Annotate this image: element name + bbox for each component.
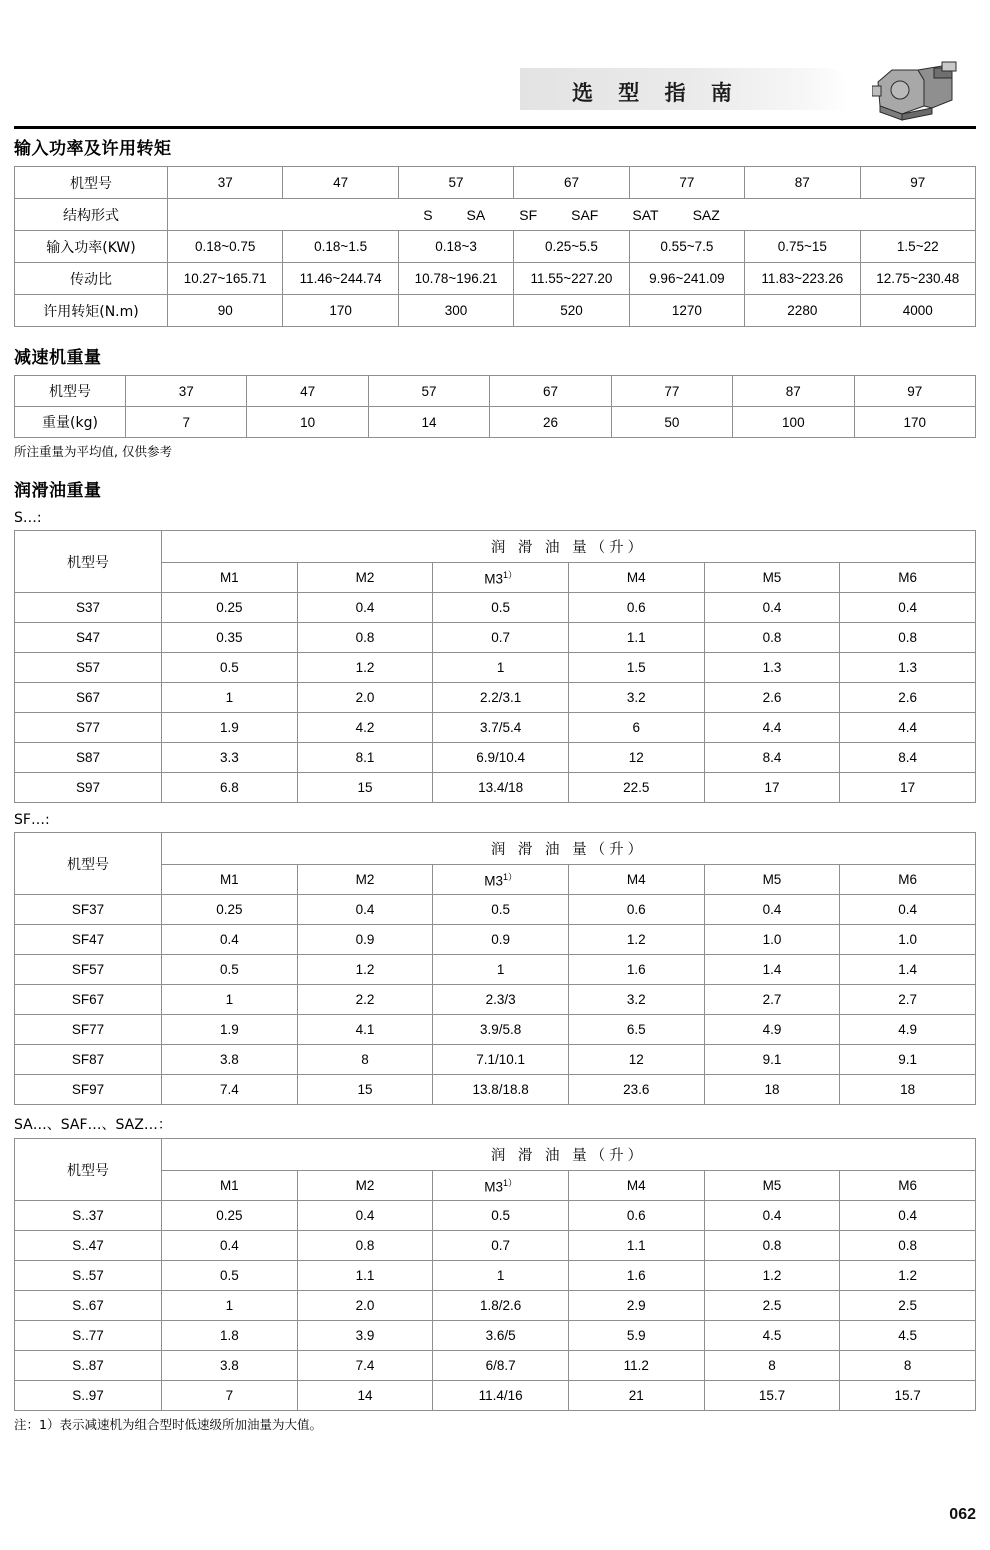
col-header-m2: M2	[297, 1171, 433, 1201]
model-cell: S..97	[15, 1381, 162, 1411]
row-label: 重量(kg)	[15, 407, 126, 438]
cell: 1.3	[840, 653, 976, 683]
cell: 2.2/3.1	[433, 683, 569, 713]
cell: 0.8	[840, 623, 976, 653]
table-row	[15, 925, 976, 955]
table-row	[15, 167, 976, 199]
cell: 1.5~22	[860, 231, 975, 263]
col-group-header	[162, 833, 976, 865]
cell: 87	[733, 376, 854, 407]
table-row	[15, 1075, 976, 1105]
model-cell: S..57	[15, 1261, 162, 1291]
cell: 1.8	[162, 1321, 298, 1351]
cell: 4.5	[840, 1321, 976, 1351]
cell: 2.6	[840, 683, 976, 713]
col-header-m1: M1	[162, 865, 298, 895]
model-cell: SF87	[15, 1045, 162, 1075]
cell: 26	[490, 407, 611, 438]
cell: 2.0	[297, 1291, 433, 1321]
cell: 3.8	[162, 1045, 298, 1075]
col-header-m2: M2	[297, 865, 433, 895]
col-header-m3	[433, 563, 569, 593]
cell: 57	[398, 167, 513, 199]
cell: 15	[297, 773, 433, 803]
cell: 1.4	[840, 955, 976, 985]
cell: 18	[840, 1075, 976, 1105]
cell: 1.5	[568, 653, 704, 683]
cell: 11.46~244.74	[283, 263, 398, 295]
table-row	[15, 199, 976, 231]
cell: 0.4	[297, 895, 433, 925]
table-row	[15, 1045, 976, 1075]
table-row	[15, 1291, 976, 1321]
cell: 4.4	[840, 713, 976, 743]
col-header-m3-label: M3	[484, 571, 504, 587]
cell: 0.4	[704, 593, 840, 623]
table-row	[15, 653, 976, 683]
table-row	[15, 231, 976, 263]
cell: 0.5	[162, 653, 298, 683]
model-cell: S..47	[15, 1231, 162, 1261]
col-group-header	[162, 1139, 976, 1171]
cell: 0.6	[568, 895, 704, 925]
cell: 13.4/18	[433, 773, 569, 803]
cell: 3.6/5	[433, 1321, 569, 1351]
col-header-m2: M2	[297, 563, 433, 593]
model-cell: S..77	[15, 1321, 162, 1351]
cell: 1.1	[568, 623, 704, 653]
cell: 7.4	[162, 1075, 298, 1105]
cell: 2.2	[297, 985, 433, 1015]
cell: 8	[840, 1351, 976, 1381]
cell: 37	[126, 376, 247, 407]
cell: 100	[733, 407, 854, 438]
cell: 9.1	[704, 1045, 840, 1075]
model-cell: SF57	[15, 955, 162, 985]
cell: 50	[611, 407, 732, 438]
oil-table-label-sf: SF…:	[14, 812, 50, 828]
cell: 0.18~3	[398, 231, 513, 263]
col-header-m5: M5	[704, 1171, 840, 1201]
row-label: 许用转矩(N.m)	[15, 295, 168, 327]
cell: 0.5	[433, 895, 569, 925]
footnote-marker: 1）	[503, 1178, 518, 1189]
row-label: 机型号	[15, 376, 126, 407]
cell: 0.8	[704, 623, 840, 653]
table-row	[15, 593, 976, 623]
cell: 11.55~227.20	[514, 263, 629, 295]
col-header-m4: M4	[568, 865, 704, 895]
cell: 77	[611, 376, 732, 407]
col-header-m3-label: M3	[484, 1179, 504, 1195]
cell: 47	[247, 376, 368, 407]
cell: 2.6	[704, 683, 840, 713]
cell: 0.4	[162, 925, 298, 955]
page-number: 062	[949, 1506, 976, 1523]
row-label: 传动比	[15, 263, 168, 295]
cell: 0.4	[297, 593, 433, 623]
row-label: 机型号	[15, 167, 168, 199]
cell: 4000	[860, 295, 975, 327]
cell: 15.7	[704, 1381, 840, 1411]
table-row	[15, 743, 976, 773]
table-row	[15, 295, 976, 327]
cell: 0.35	[162, 623, 298, 653]
cell: 8.1	[297, 743, 433, 773]
header-banner	[520, 68, 848, 110]
cell: 1.9	[162, 1015, 298, 1045]
section-title-power: 输入功率及许用转矩	[14, 139, 172, 159]
table-row	[15, 1381, 976, 1411]
col-header-m5: M5	[704, 563, 840, 593]
cell: 1.2	[840, 1261, 976, 1291]
cell: 8	[704, 1351, 840, 1381]
header-title: 选 型 指 南	[572, 81, 741, 105]
table-input-power	[14, 166, 976, 327]
table-row	[15, 985, 976, 1015]
row-label: 结构形式	[15, 199, 168, 231]
cell: 6.8	[162, 773, 298, 803]
cell: 520	[514, 295, 629, 327]
cell: 0.4	[840, 1201, 976, 1231]
model-cell: SF67	[15, 985, 162, 1015]
table-row	[15, 407, 976, 438]
cell: 0.4	[162, 1231, 298, 1261]
cell: 57	[368, 376, 489, 407]
col-header-m5: M5	[704, 865, 840, 895]
gearbox-icon	[872, 60, 964, 122]
cell: 0.8	[297, 623, 433, 653]
structure-form: SAF	[571, 206, 599, 223]
cell: 0.5	[433, 1201, 569, 1231]
cell: 14	[297, 1381, 433, 1411]
col-header-m1: M1	[162, 563, 298, 593]
cell: 0.25	[162, 1201, 298, 1231]
table-row	[15, 713, 976, 743]
cell: 12	[568, 1045, 704, 1075]
cell: 4.9	[704, 1015, 840, 1045]
col-group-header-text: 润 滑 油 量（升）	[490, 540, 647, 556]
table-oil-sa	[14, 1138, 976, 1411]
cell: 0.9	[433, 925, 569, 955]
footnote-marker: 1）	[503, 872, 518, 883]
cell: 6.9/10.4	[433, 743, 569, 773]
table-row	[15, 895, 976, 925]
cell: 0.18~1.5	[283, 231, 398, 263]
weight-note: 所注重量为平均值, 仅供参考	[14, 444, 172, 459]
cell: 7	[126, 407, 247, 438]
cell: 0.8	[297, 1231, 433, 1261]
cell: 1.6	[568, 955, 704, 985]
cell: 4.2	[297, 713, 433, 743]
cell: 2.0	[297, 683, 433, 713]
cell: 0.4	[704, 895, 840, 925]
cell: 10	[247, 407, 368, 438]
cell: 0.25	[162, 593, 298, 623]
cell: 8.4	[840, 743, 976, 773]
table-oil-sf	[14, 832, 976, 1105]
cell: 1.1	[297, 1261, 433, 1291]
cell: 10.78~196.21	[398, 263, 513, 295]
table-row	[15, 1231, 976, 1261]
col-header-m4: M4	[568, 563, 704, 593]
cell: 0.5	[433, 593, 569, 623]
cell: 2.7	[840, 985, 976, 1015]
cell: 0.8	[704, 1231, 840, 1261]
cell: 17	[704, 773, 840, 803]
cell: 1	[433, 955, 569, 985]
cell: 1	[162, 985, 298, 1015]
cell: 97	[860, 167, 975, 199]
cell: 8	[297, 1045, 433, 1075]
cell: 14	[368, 407, 489, 438]
cell: 1.0	[840, 925, 976, 955]
col-header-m3	[433, 1171, 569, 1201]
cell: 0.7	[433, 1231, 569, 1261]
col-group-header-text: 润 滑 油 量（升）	[490, 842, 647, 858]
cell: 12	[568, 743, 704, 773]
cell: 37	[168, 167, 283, 199]
cell: 0.75~15	[745, 231, 860, 263]
cell: 6/8.7	[433, 1351, 569, 1381]
cell: 3.8	[162, 1351, 298, 1381]
section-title-weight: 减速机重量	[14, 348, 102, 368]
col-header-m3-label: M3	[484, 873, 504, 889]
cell: 97	[854, 376, 975, 407]
model-cell: SF37	[15, 895, 162, 925]
cell: 77	[629, 167, 744, 199]
cell: 3.2	[568, 683, 704, 713]
cell: 0.8	[840, 1231, 976, 1261]
cell: 0.25~5.5	[514, 231, 629, 263]
cell: 13.8/18.8	[433, 1075, 569, 1105]
col-header-model: 机型号	[15, 531, 162, 593]
cell: 2280	[745, 295, 860, 327]
cell: 6	[568, 713, 704, 743]
model-cell: S87	[15, 743, 162, 773]
cell: 12.75~230.48	[860, 263, 975, 295]
table-oil-s	[14, 530, 976, 803]
model-cell: S67	[15, 683, 162, 713]
col-header-model: 机型号	[15, 1139, 162, 1201]
cell: 2.9	[568, 1291, 704, 1321]
cell: 4.4	[704, 713, 840, 743]
structure-forms-cell	[168, 199, 976, 231]
col-header-m6: M6	[840, 563, 976, 593]
cell: 10.27~165.71	[168, 263, 283, 295]
cell: 17	[840, 773, 976, 803]
cell: 0.4	[840, 593, 976, 623]
cell: 0.5	[162, 955, 298, 985]
model-cell: S97	[15, 773, 162, 803]
cell: 2.7	[704, 985, 840, 1015]
structure-form: SAZ	[692, 206, 720, 223]
table-row	[15, 1351, 976, 1381]
cell: 15.7	[840, 1381, 976, 1411]
table-row	[15, 683, 976, 713]
table-header-row	[15, 531, 976, 563]
cell: 4.1	[297, 1015, 433, 1045]
cell: 3.7/5.4	[433, 713, 569, 743]
cell: 1.2	[704, 1261, 840, 1291]
model-cell: S..87	[15, 1351, 162, 1381]
cell: 0.7	[433, 623, 569, 653]
cell: 67	[490, 376, 611, 407]
table-gearbox-weight	[14, 375, 976, 438]
structure-form: SF	[519, 206, 538, 223]
cell: 4.9	[840, 1015, 976, 1045]
structure-form: S	[423, 206, 433, 223]
model-cell: S57	[15, 653, 162, 683]
cell: 90	[168, 295, 283, 327]
col-header-m1: M1	[162, 1171, 298, 1201]
cell: 1.2	[568, 925, 704, 955]
cell: 0.4	[704, 1201, 840, 1231]
cell: 1.6	[568, 1261, 704, 1291]
model-cell: S37	[15, 593, 162, 623]
cell: 2.5	[840, 1291, 976, 1321]
col-header-m4: M4	[568, 1171, 704, 1201]
table-row	[15, 263, 976, 295]
cell: 300	[398, 295, 513, 327]
col-header-model: 机型号	[15, 833, 162, 895]
cell: 2.5	[704, 1291, 840, 1321]
cell: 0.6	[568, 1201, 704, 1231]
cell: 0.4	[840, 895, 976, 925]
cell: 18	[704, 1075, 840, 1105]
cell: 3.2	[568, 985, 704, 1015]
model-cell: SF77	[15, 1015, 162, 1045]
cell: 1.2	[297, 955, 433, 985]
cell: 0.25	[162, 895, 298, 925]
cell: 22.5	[568, 773, 704, 803]
cell: 87	[745, 167, 860, 199]
table-row	[15, 773, 976, 803]
model-cell: S47	[15, 623, 162, 653]
cell: 1.2	[297, 653, 433, 683]
cell: 1.4	[704, 955, 840, 985]
cell: 170	[283, 295, 398, 327]
cell: 1	[433, 1261, 569, 1291]
cell: 0.9	[297, 925, 433, 955]
section-title-oil: 润滑油重量	[14, 481, 102, 501]
table-header-row	[15, 833, 976, 865]
col-header-m6: M6	[840, 865, 976, 895]
cell: 47	[283, 167, 398, 199]
cell: 0.55~7.5	[629, 231, 744, 263]
cell: 1	[162, 683, 298, 713]
cell: 11.2	[568, 1351, 704, 1381]
cell: 1.1	[568, 1231, 704, 1261]
page-header	[14, 0, 976, 118]
table-row	[15, 1201, 976, 1231]
cell: 170	[854, 407, 975, 438]
model-cell: SF97	[15, 1075, 162, 1105]
table-row	[15, 1261, 976, 1291]
cell: 0.18~0.75	[168, 231, 283, 263]
cell: 1.3	[704, 653, 840, 683]
model-cell: S..37	[15, 1201, 162, 1231]
cell: 21	[568, 1381, 704, 1411]
col-group-header	[162, 531, 976, 563]
cell: 0.6	[568, 593, 704, 623]
table-row	[15, 1321, 976, 1351]
oil-footnote: 注：1）表示减速机为组合型时低速级所加油量为大值。	[14, 1417, 322, 1432]
cell: 3.9	[297, 1321, 433, 1351]
oil-table-label-sa: SA…、SAF…、SAZ…：	[14, 1117, 172, 1133]
cell: 23.6	[568, 1075, 704, 1105]
cell: 1.0	[704, 925, 840, 955]
col-group-header-text: 润 滑 油 量（升）	[490, 1148, 647, 1164]
cell: 0.5	[162, 1261, 298, 1291]
cell: 3.3	[162, 743, 298, 773]
cell: 9.96~241.09	[629, 263, 744, 295]
structure-form: SA	[466, 206, 486, 223]
cell: 1.9	[162, 713, 298, 743]
model-cell: SF47	[15, 925, 162, 955]
cell: 1270	[629, 295, 744, 327]
row-label: 输入功率(KW)	[15, 231, 168, 263]
cell: 11.83~223.26	[745, 263, 860, 295]
cell: 7	[162, 1381, 298, 1411]
cell: 1	[433, 653, 569, 683]
cell: 2.3/3	[433, 985, 569, 1015]
col-header-m3	[433, 865, 569, 895]
cell: 67	[514, 167, 629, 199]
cell: 3.9/5.8	[433, 1015, 569, 1045]
footnote-marker: 1）	[503, 570, 518, 581]
cell: 4.5	[704, 1321, 840, 1351]
cell: 8.4	[704, 743, 840, 773]
cell: 15	[297, 1075, 433, 1105]
table-row	[15, 1015, 976, 1045]
cell: 6.5	[568, 1015, 704, 1045]
cell: 7.4	[297, 1351, 433, 1381]
table-row	[15, 623, 976, 653]
cell: 1	[162, 1291, 298, 1321]
oil-table-label-s: S…:	[14, 510, 42, 526]
cell: 11.4/16	[433, 1381, 569, 1411]
table-row	[15, 955, 976, 985]
table-header-row	[15, 1139, 976, 1171]
header-divider	[14, 126, 976, 129]
model-cell: S..67	[15, 1291, 162, 1321]
table-row	[15, 376, 976, 407]
cell: 7.1/10.1	[433, 1045, 569, 1075]
cell: 9.1	[840, 1045, 976, 1075]
cell: 1.8/2.6	[433, 1291, 569, 1321]
cell: 5.9	[568, 1321, 704, 1351]
structure-form: SAT	[632, 206, 659, 223]
cell: 0.4	[297, 1201, 433, 1231]
model-cell: S77	[15, 713, 162, 743]
col-header-m6: M6	[840, 1171, 976, 1201]
